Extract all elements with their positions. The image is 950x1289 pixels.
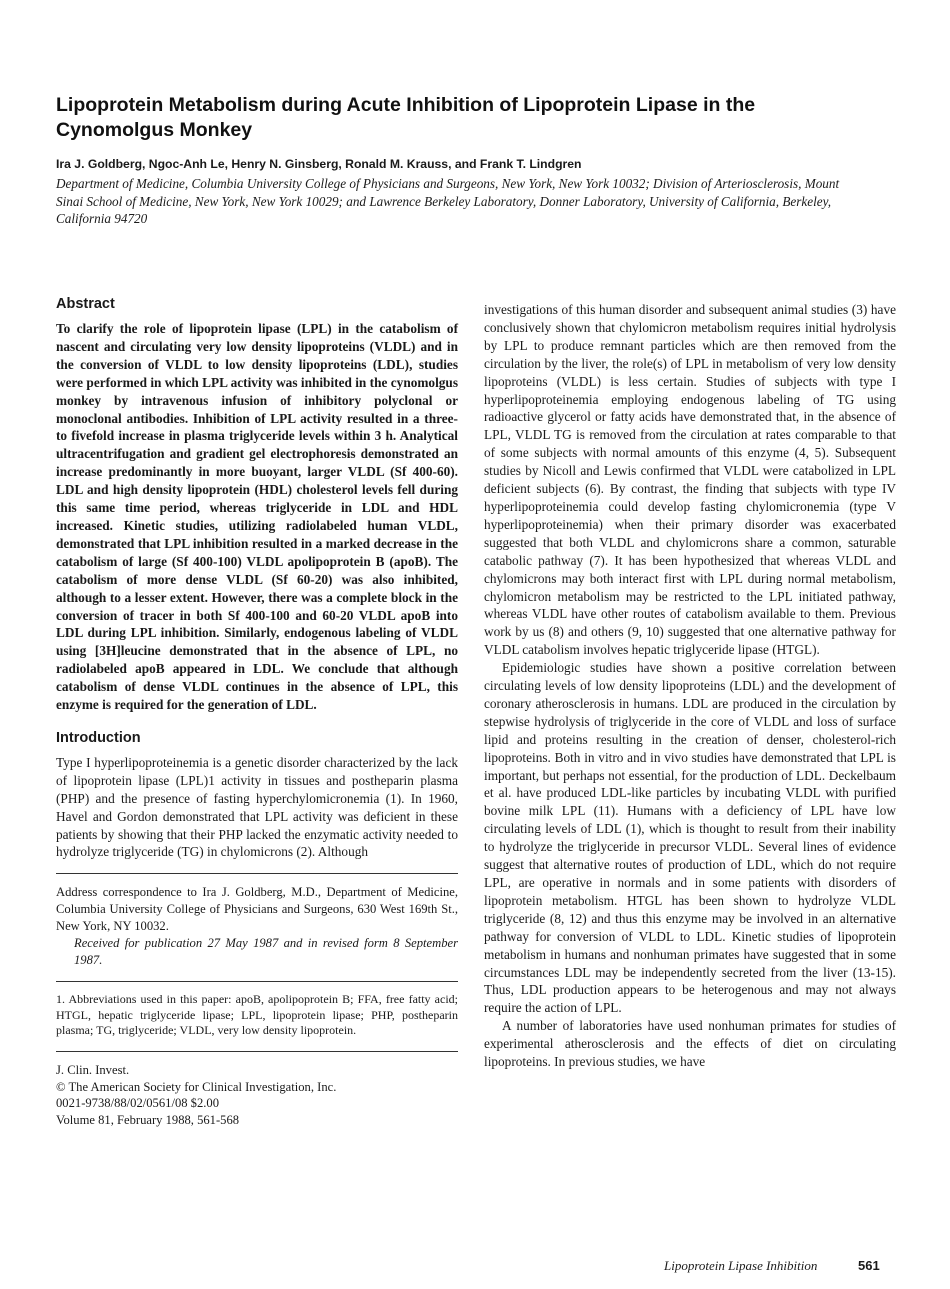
page-number: 561 <box>858 1258 880 1273</box>
abbreviations-footnote: 1. Abbreviations used in this paper: apoB, apolipoprotein B; FFA, free fatty acid; HTGL, hepatic triglyceride lipase; LPL, lipoprotein lipase; PHP, postheparin plasma; TG, triglyceride; VLDL, very low density lipoprotein. <box>56 992 458 1038</box>
copyright-line: © The American Society for Clinical Investigation, Inc. <box>56 1079 337 1094</box>
volume-info: Volume 81, February 1988, 561-568 <box>56 1113 240 1128</box>
right-column <box>484 301 896 1071</box>
body-paragraph: A number of laboratories have used nonhuman primates for studies of experimental atherosclerosis and the effects of diet on circulating lipoproteins. In previous studies, we have <box>484 1018 896 1070</box>
left-column <box>56 294 458 1129</box>
introduction-text: Type I hyperlipoproteinemia is a genetic disorder characterized by the lack of lipoprotein lipase (LPL)1 activity in tissues and postheparin plasma (PHP) and the presence of fasting hyperchylomicronemia (1). In 1960, Havel and Gordon demonstrated that LPL activity was deficient in these patients by showing that their PHP lacked the enzymatic activity needed to hydrolyze triglyceride (TG) in chylomicrons (2). Although <box>56 754 458 860</box>
divider <box>56 873 458 874</box>
introduction-heading: Introduction <box>56 729 141 746</box>
body-paragraph: Epidemiologic studies have shown a positive correlation between circulating levels of low density lipoproteins (LDL) and the development of coronary atherosclerosis in humans. LDL are produced in the circulation by stepwise hydrolysis of triglyceride in the core of VLDL and loss of surface lipid and proteins resulting in the creation of denser, cholesterol-rich lipoproteins. Both in vitro and in vivo studies have demonstrated that LPL is important, but perhaps not essential, for the production of LDL. Deckelbaum et al. have produced LDL-like particles by incubating VLDL with purified bovine milk LPL (11). Humans with a deficiency of LPL have low circulating levels of LDL (1), which is thought to result from their inability to hydrolyze the triglyceride in precursor VLDL. Several lines of evidence suggest that alternative routes of production of LDL, which do not require LPL, are operative in normals and in some patients with disorders of lipoprotein metabolism. HTGL has been shown to hydrolyze VLDL triglyceride (8, 12) and thus this enzyme may be involved in an alternative pathway for conversion of VLDL to LDL. Kinetic studies of lipoprotein metabolism in humans and nonhuman primates have suggested that in some circumstances LDL may be independently secreted from the liver (13-15). Thus, LDL production appears to be heterogenous and may not always require the action of LPL. <box>484 660 896 1016</box>
body-paragraph: investigations of this human disorder and subsequent animal studies (3) have conclusively shown that chylomicron metabolism requires initial hydrolysis by LPL to produce remnant particles which are then removed from the circulation by the liver, the role(s) of LPL in metabolism of very low density lipoproteins (VLDL) is less certain. Studies of subjects with type I hyperlipoproteinemia employing endogenous labeling of TG using radioactive glycerol or fatty acids have demonstrated that, in the absence of LPL, VLDL TG is removed from the circulation at rates comparable to that of some subjects with normal amounts of this enzyme (4, 5). Subsequent studies by Nicoll and Lewis confirmed that VLDL were catabolized in LPL deficient subjects (6). By contrast, the finding that subjects with type IV hyperlipoproteinemia could develop fasting chylomicronemia (type V hyperlipoproteinemia) when their primary disorder was exacerbated suggested that both VLDL and chylomicrons share a common, saturable catabolic pathway (7). It has been hypothesized that whereas VLDL and chylomicrons may both interact first with LPL during normal metabolism, chylomicron metabolism may be restricted to the LPL initiated pathway, whereas VLDL have other routes of catabolism available to them. Previous work by us (8) and others (9, 10) suggested that one alternative pathway for VLDL catabolism involves hepatic triglyceride lipase (HTGL). <box>484 302 896 658</box>
article-code: 0021-9738/88/02/0561/08 $2.00 <box>56 1096 220 1111</box>
abstract-heading: Abstract <box>56 296 115 312</box>
correspondence-note: Address correspondence to Ira J. Goldberg, M.D., Department of Medicine, Columbia University College of Physicians and Surgeons, 630 West 169th St., New York, NY 10032. <box>56 885 458 934</box>
article-title: Lipoprotein Metabolism during Acute Inhibition of Lipoprotein Lipase in the Cynomolgus Monkey <box>56 94 756 141</box>
abstract-text: To clarify the role of lipoprotein lipase (LPL) in the catabolism of nascent and circulating very low density lipoproteins (VLDL) and in the conversion of VLDL to low density lipoproteins (LDL), studies were performed in which LPL activity was inhibited in the cynomolgus monkey by intravenous infusion of inhibitory polyclonal or monoclonal antibodies. Inhibition of LPL activity resulted in a three- to fivefold increase in plasma triglyceride levels within 3 h. Analytical ultracentrifugation and gradient gel electrophoresis demonstrated an increase predominantly in more buoyant, larger VLDL (Sf 400-60). LDL and high density lipoprotein (HDL) cholesterol levels fell during this same time period, whereas triglyceride in LDL and HDL increased. Kinetic studies, utilizing radiolabeled human VLDL, demonstrated that LPL inhibition resulted in a marked decrease in the catabolism of large (Sf 400-100) VLDL apolipoprotein B (apoB). The catabolism of more dense VLDL (Sf 60-20) was also inhibited, although to a lesser extent. However, there was a complete block in the conversion of tracer in both Sf 400-100 and 60-20 VLDL apoB into LDL during LPL inhibition. Similarly, endogenous labeling of VLDL using [3H]leucine demonstrated that in the absence of LPL, no radiolabeled apoB appeared in LDL. We conclude that although catabolism of dense VLDL continues in the absence of LPL, this enzyme is required for the generation of LDL. <box>56 321 458 713</box>
journal-name: J. Clin. Invest. <box>56 1062 130 1077</box>
divider <box>56 1051 458 1052</box>
received-note: Received for publication 27 May 1987 and in revised form 8 September 1987. <box>74 936 458 968</box>
author-list: Ira J. Goldberg, Ngoc-Anh Le, Henry N. Ginsberg, Ronald M. Krauss, and Frank T. Lindgren <box>56 157 582 171</box>
divider <box>56 981 458 982</box>
affiliations: Department of Medicine, Columbia University College of Physicians and Surgeons, New York, New York 10032; Division of Arteriosclerosis, Mount Sinai School of Medicine, New York, New York 10029; and Lawrence Berkeley Laboratory, Donner Laboratory, University of California, Berkeley, California 94720 <box>56 176 840 226</box>
running-title: Lipoprotein Lipase Inhibition <box>664 1258 818 1273</box>
